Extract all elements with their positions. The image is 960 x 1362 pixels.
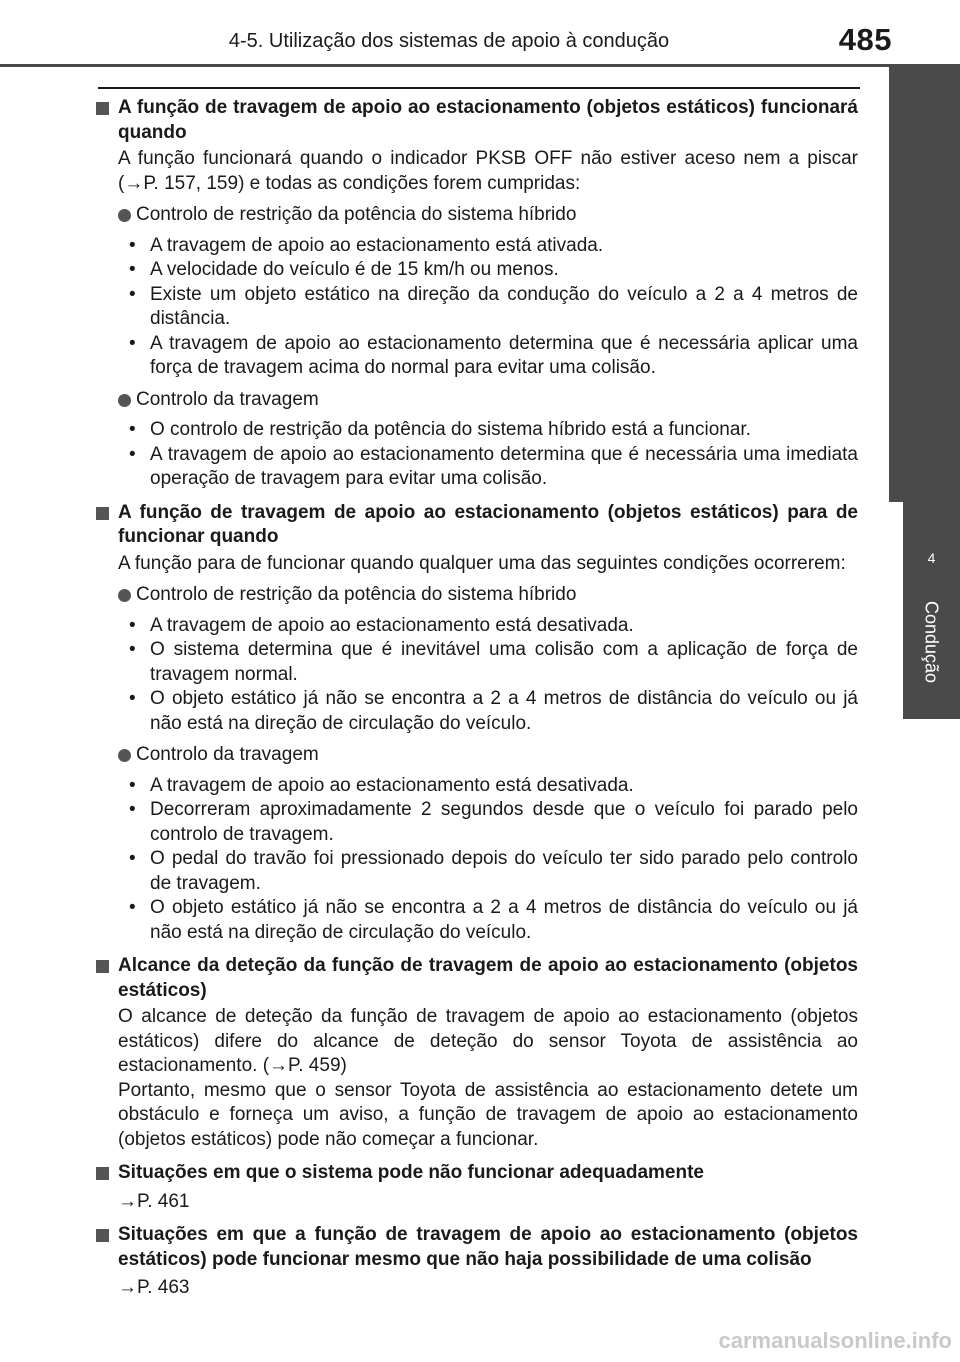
condition-group (118, 583, 858, 608)
section-paragraph: A função para de funcionar quando qualquer uma das seguintes condições ocorrerem: (118, 552, 846, 574)
page-reference: →P. 463 (118, 1277, 190, 1298)
section-heading: A função de travagem de apoio ao estacionamento (objetos estáticos) funcionará quando (118, 97, 858, 143)
circle-bullet-icon (118, 749, 131, 762)
header-rule (0, 64, 960, 67)
list-item: • A travagem de apoio ao estacionamento está desativada. (128, 774, 858, 799)
square-bullet-icon (96, 960, 109, 973)
list-item: • O objeto estático já não se encontra a 2 a 4 metros de distância do veículo ou já não está na direção de circulação do veículo. (128, 896, 858, 945)
square-bullet-icon (96, 507, 109, 520)
condition-group-title: Controlo de restrição da potência do sistema híbrido (136, 584, 577, 605)
content-rule (98, 87, 860, 89)
bullet-list (128, 234, 858, 381)
list-item: • A travagem de apoio ao estacionamento está ativada. (128, 234, 858, 259)
list-item: • Decorreram aproximadamente 2 segundos desde que o veículo foi parado pelo controlo de travagem. (128, 798, 858, 847)
bullet-list (128, 614, 858, 737)
chapter-tab (903, 502, 960, 719)
list-item: • Existe um objeto estático na direção da condução do veículo a 2 a 4 metros de distância. (128, 283, 858, 332)
list-item: • O controlo de restrição da potência do sistema híbrido está a funcionar. (128, 418, 858, 443)
square-bullet-icon (96, 102, 109, 115)
section-heading: Situações em que o sistema pode não funcionar adequadamente (118, 1162, 704, 1183)
list-item: • A travagem de apoio ao estacionamento determina que é necessária uma imediata operação de travagem para evitar uma colisão. (128, 443, 858, 492)
side-tab-bar (889, 66, 960, 502)
section (96, 501, 858, 946)
list-item: • A travagem de apoio ao estacionamento está desativada. (128, 614, 858, 639)
section-heading: Alcance da deteção da função de travagem de apoio ao estacionamento (objetos estáticos) (118, 955, 858, 1001)
square-bullet-icon (96, 1229, 109, 1242)
chapter-label: Condução (921, 600, 942, 684)
section-paragraph: Portanto, mesmo que o sensor Toyota de assistência ao estacionamento detete um obstáculo e forneça um aviso, a função de travagem de apoio ao estacionamento (objetos estáticos) pode não começar a funcionar. (118, 1079, 858, 1150)
page-number: 485 (838, 22, 892, 57)
list-item: • O sistema determina que é inevitável uma colisão com a aplicação de força de travagem normal. (128, 638, 858, 687)
section (96, 954, 858, 1152)
section-paragraph: O alcance de deteção da função de travagem de apoio ao estacionamento (objetos estáticos) difere do alcance de deteção do sensor Toyota de assistência ao estacionamento. (→P. 459) (118, 1006, 858, 1076)
list-item: • O objeto estático já não se encontra a 2 a 4 metros de distância do veículo ou já não está na direção de circulação do veículo. (128, 687, 858, 736)
content (96, 96, 858, 1310)
bullet-list (128, 774, 858, 946)
circle-bullet-icon (118, 209, 131, 222)
chapter-number: 4 (927, 550, 936, 566)
circle-bullet-icon (118, 589, 131, 602)
header-title: 4-5. Utilização dos sistemas de apoio à condução (228, 30, 670, 52)
condition-group-title: Controlo da travagem (136, 388, 319, 410)
condition-group (118, 388, 858, 413)
page-reference: →P. 461 (118, 1190, 190, 1212)
circle-bullet-icon (118, 394, 131, 407)
section (96, 1161, 858, 1214)
bullet-list (128, 418, 858, 492)
watermark: carmanualsonline.info (718, 1328, 952, 1353)
section-heading: Situações em que a função de travagem de apoio ao estacionamento (objetos estáticos) pode funcionar mesmo que não haja possibilidade de uma colisão (118, 1224, 858, 1270)
section (96, 1223, 858, 1301)
list-item: • A velocidade do veículo é de 15 km/h ou menos. (128, 258, 858, 283)
section-heading: A função de travagem de apoio ao estacionamento (objetos estáticos) para de funcionar quando (118, 501, 858, 547)
section-paragraph: A função funcionará quando o indicador PKSB OFF não estiver aceso nem a piscar (→P. 157, 159) e todas as condições forem cumpridas: (118, 148, 858, 194)
condition-group-title: Controlo de restrição da potência do sistema híbrido (136, 204, 577, 225)
square-bullet-icon (96, 1167, 109, 1180)
condition-group-title: Controlo da travagem (136, 744, 319, 765)
section (96, 96, 858, 492)
list-item: • A travagem de apoio ao estacionamento determina que é necessária aplicar uma força de travagem acima do normal para evitar uma colisão. (128, 332, 858, 381)
condition-group (118, 743, 858, 768)
list-item: • O pedal do travão foi pressionado depois do veículo ter sido parado pelo controlo de travagem. (128, 847, 858, 896)
condition-group (118, 203, 858, 228)
